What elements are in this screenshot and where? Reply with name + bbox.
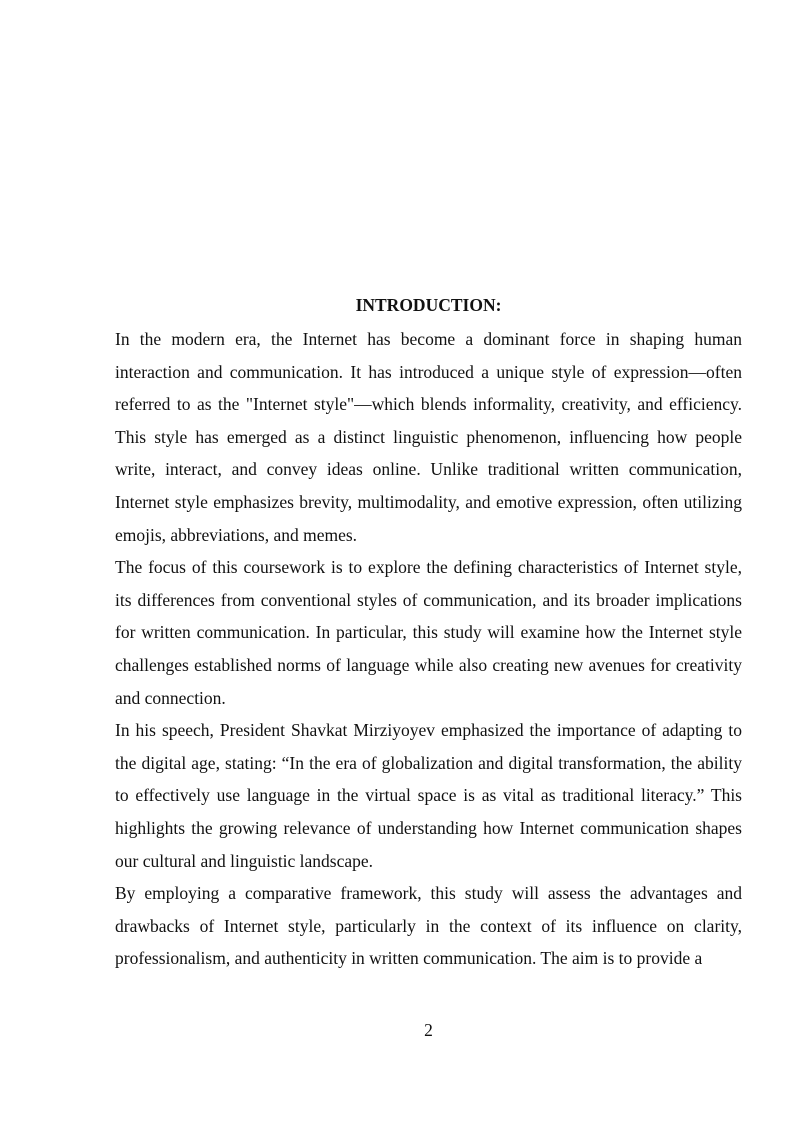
paragraph: In his speech, President Shavkat Mirziyoyev emphasized the importance of adapting to the digital age, stating: “In the era of globalization and digital transformation, the ability to effectively use language in the virtual space is as vital as traditional literacy.” This highlights the growing relevance of understanding how Internet communication shapes our cultural and linguistic landscape.: [115, 720, 742, 871]
section-heading: INTRODUCTION:: [355, 295, 502, 315]
page-number: 2: [424, 1020, 433, 1040]
paragraph: In the modern era, the Internet has become a dominant force in shaping human interaction and communication. It has introduced a unique style of expression—often referred to as the "Internet style"—which blends informality, creativity, and efficiency. This style has emerged as a distinct linguistic phenomenon, influencing how people write, interact, and convey ideas online. Unlike traditional written communication, Internet style emphasizes brevity, multimodality, and emotive expression, often utilizing emojis, abbreviations, and memes.: [115, 329, 742, 545]
paragraph: The focus of this coursework is to explore the defining characteristics of Internet style, its differences from conventional styles of communication, and its broader implications for written communication. In particular, this study will examine how the Internet style challenges established norms of language while also creating new avenues for creativity and connection.: [115, 557, 742, 708]
body-text: [115, 323, 742, 975]
paragraph: By employing a comparative framework, this study will assess the advantages and drawbacks of Internet style, particularly in the context of its influence on clarity, professionalism, and authenticity in written communication. The aim is to provide a: [115, 883, 742, 969]
